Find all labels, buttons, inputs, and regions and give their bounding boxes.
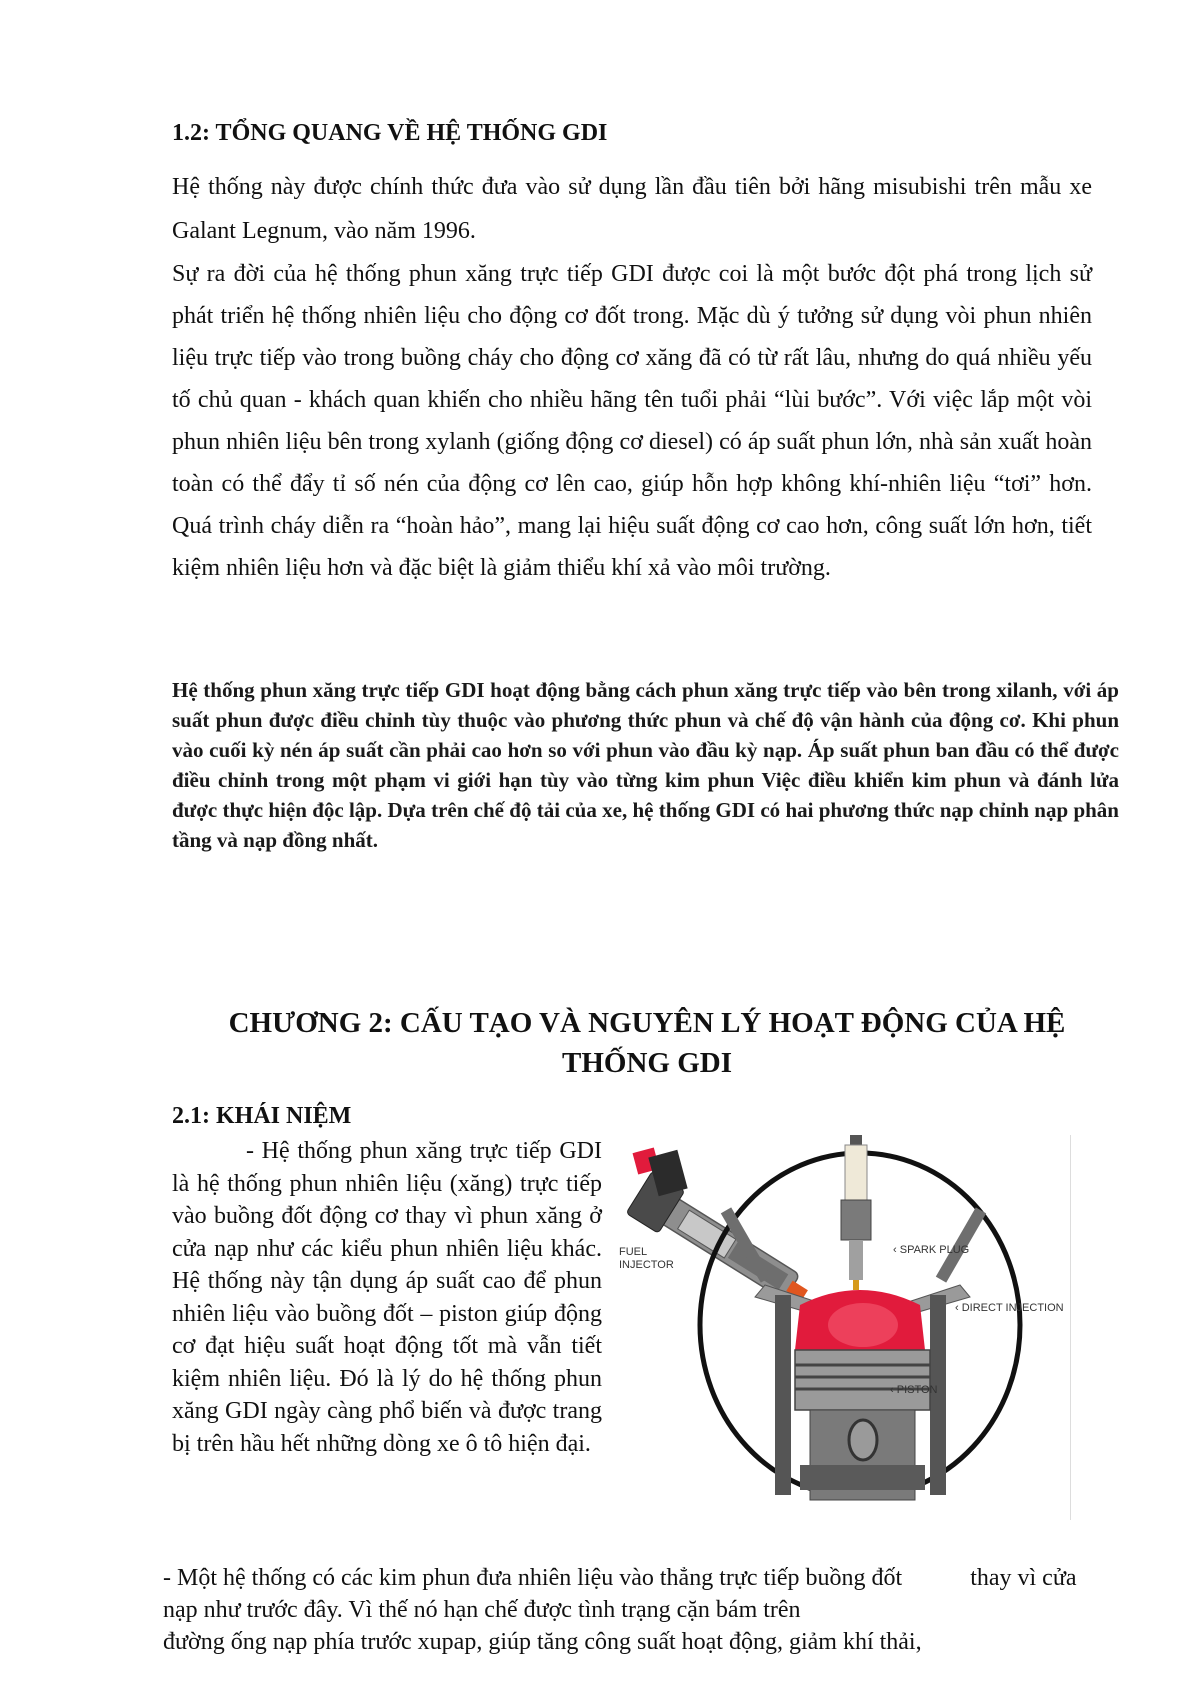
label-fuel-injector-1: FUEL <box>619 1246 648 1258</box>
section-heading-1-2: 1.2: TỔNG QUANG VỀ HỆ THỐNG GDI <box>172 120 608 146</box>
paragraph-gdi-breakthrough: Sự ra đời của hệ thống phun xăng trực tiếp GDI được coi là một bước đột phá trong lịch sử phát triển hệ thống nhiên liệu cho động cơ đốt trong. Mặc dù ý tưởng sử dụng vòi phun nhiên liệu trực tiếp vào trong buồng cháy cho động cơ xăng đã có từ rất lâu, nhưng do quá nhiều yếu tố chủ quan - khách quan khiến cho nhiều hãng tên tuổi phải “lùi bước”. Với việc lắp một vòi phun nhiên liệu bên trong xylanh (giống động cơ diesel) có áp suất phun lớn, nhà sản xuất hoàn toàn có thể đẩy tỉ số nén của động cơ lên cao, giúp hỗn hợp không khí-nhiên liệu “tơi” hơn. Quá trình cháy diễn ra “hoàn hảo”, mang lại hiệu suất động cơ cao hơn, công suất lớn hơn, tiết kiệm nhiên liệu hơn và đặc biệt là giảm thiểu khí xả vào môi trường. <box>172 261 1092 581</box>
spark-plug-graphic <box>841 1135 871 1290</box>
paragraph-concept <box>172 1135 602 1460</box>
gdi-engine-diagram <box>615 1135 1070 1520</box>
section-1-2-body <box>172 165 1092 589</box>
paragraph-gdi-operation: Hệ thống phun xăng trực tiếp GDI hoạt động bằng cách phun xăng trực tiếp vào bên trong xilanh, với áp suất phun được điều chỉnh tùy thuộc vào phương thức phun và chế độ vận hành của động cơ. Khi phun vào cuối kỳ nén áp suất cần phải cao hơn so với phun vào đầu kỳ nạp. Áp suất phun ban đầu có thể được điều chỉnh trong một phạm vi giới hạn tùy vào từng kim phun Việc điều khiển kim phun và đánh lửa được thực hiện độc lập. Dựa trên chế độ tải của xe, hệ thống GDI có hai phương thức nạp chỉnh nạp phân tầng và nạp đồng nhất. <box>172 678 1119 852</box>
paragraph-direct-injection-start: - Một hệ thống có các kim phun đưa nhiên liệu vào thẳng trực tiếp buồng đốt <box>163 1565 903 1591</box>
label-piston: ‹ PISTON <box>890 1384 938 1396</box>
paragraph-direct-injection-end: đường ống nạp phía trước xupap, giúp tăng công suất hoạt động, giảm khí thải, <box>163 1629 922 1655</box>
paragraph-history: Hệ thống này được chính thức đưa vào sử dụng lần đầu tiên bởi hãng misubishi trên mẫu xe Galant Legnum, vào năm 1996. <box>172 174 1092 244</box>
chapter-2-title: CHƯƠNG 2: CẤU TẠO VÀ NGUYÊN LÝ HOẠT ĐỘNG CỦA HỆ THỐNG GDI <box>228 1007 1066 1079</box>
gdi-engine-figure <box>615 1135 1071 1520</box>
piston-graphic <box>795 1350 930 1500</box>
paragraph-direct-injection-rest: thay vì cửa nạp như trước đây. Vì thế nó hạn chế được tình trạng cặn bám trên <box>163 1565 1077 1623</box>
section-heading-2-1: 2.1: KHÁI NIỆM <box>172 1103 352 1129</box>
label-spark-plug: ‹ SPARK PLUG <box>893 1244 970 1256</box>
label-direct-injection: ‹ DIRECT INJECTION <box>955 1302 1064 1314</box>
paragraph-direct-injection <box>163 1562 1093 1658</box>
paragraph-concept-text: - Hệ thống phun xăng trực tiếp GDI là hệ thống phun nhiên liệu (xăng) trực tiếp vào buồng đốt động cơ thay vì phun xăng ở cửa nạp như các kiểu phun nhiên liệu khác. Hệ thống này tận dụng áp suất cao để phun nhiên liệu vào buồng đốt – piston giúp động cơ đạt hiệu suất hoạt động tốt mà vẫn tiết kiệm nhiên liệu. Đó là lý do hệ thống phun xăng GDI ngày càng phổ biến và được trang bị trên hầu hết những dòng xe ô tô hiện đại. <box>172 1138 602 1457</box>
label-fuel-injector-2: INJECTOR <box>619 1259 674 1271</box>
